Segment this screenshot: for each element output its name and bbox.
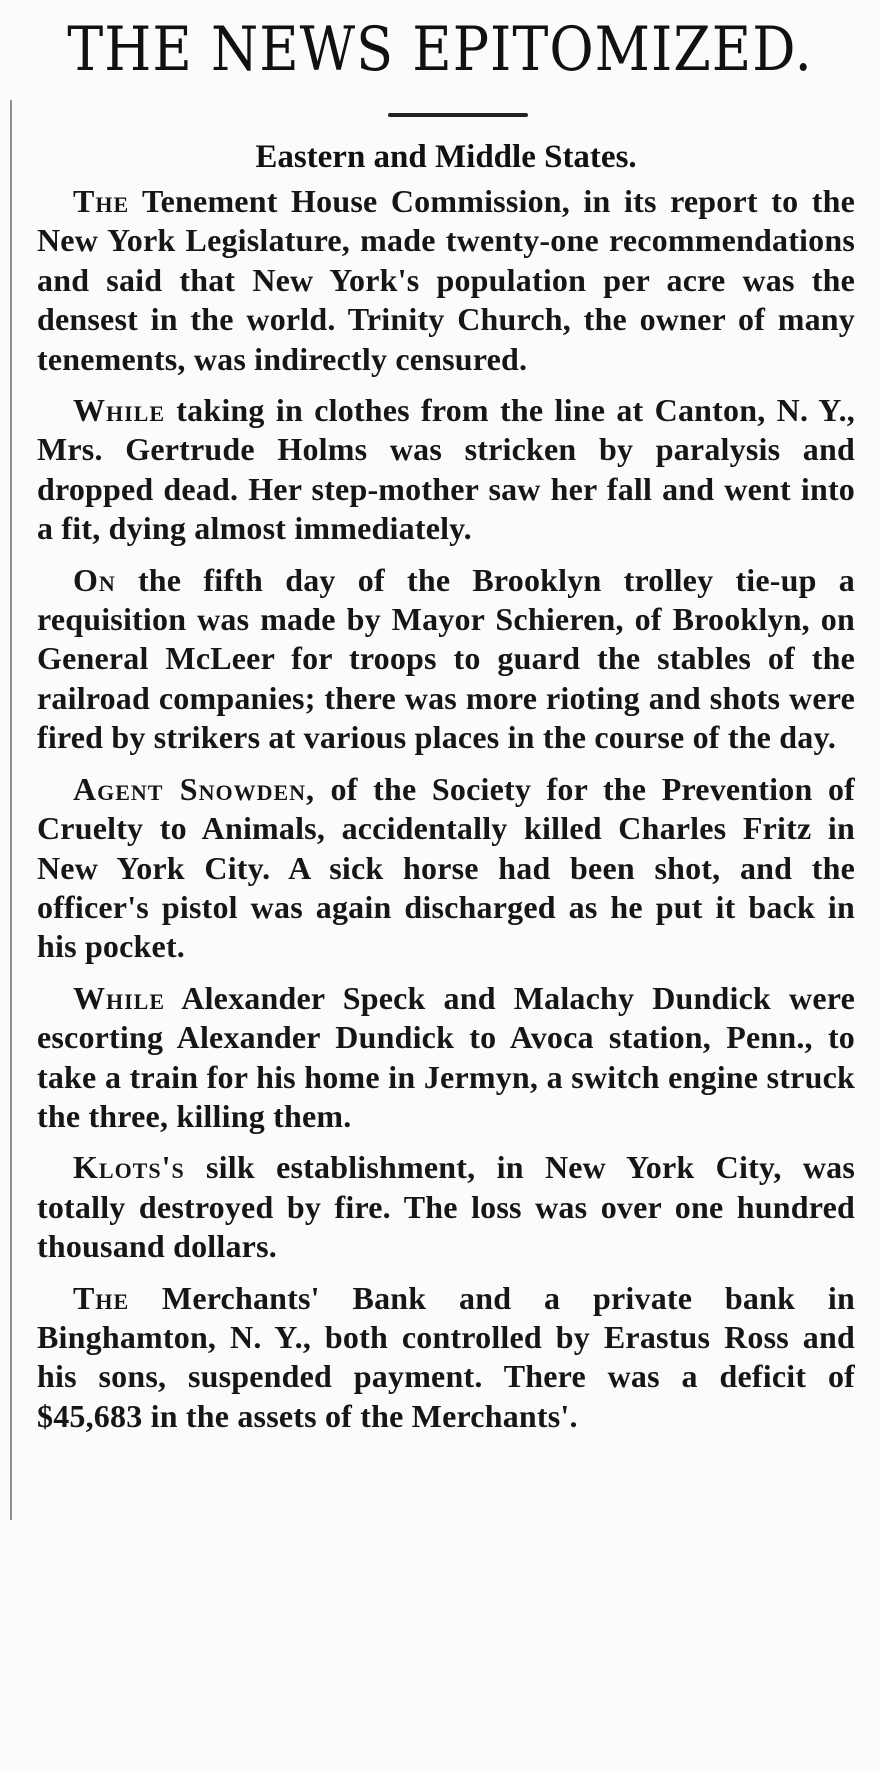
- news-item: [37, 182, 855, 379]
- item-text: Tenement House Commission, in its report to the New York Legislature, made twenty-one recommendations and said that New York's population per acre was the densest in the world. Trinity Church, the owner of many tenements, was indirectly censured.: [37, 183, 855, 377]
- item-lead: While: [73, 979, 166, 1016]
- item-lead: Klots's: [73, 1149, 185, 1186]
- news-item: [37, 1148, 855, 1266]
- item-text: Merchants' Bank and a private bank in Binghamton, N. Y., both controlled by Erastus Ross and his sons, suspended payment. There was a deficit of $45,683 in the assets of the Merchants'.: [37, 1279, 855, 1434]
- news-item: [37, 979, 855, 1137]
- item-text: of the Society for the Prevention of Cruelty to Animals, accidentally killed Charles Fritz in New York City. A sick horse had been shot, and the officer's pistol was again discharged as he put it back in his pocket.: [37, 770, 855, 965]
- news-item: [37, 561, 855, 758]
- news-item: [37, 391, 855, 549]
- news-item: [37, 1279, 855, 1437]
- section-heading: Eastern and Middle States.: [255, 139, 637, 175]
- item-lead: On: [73, 561, 116, 598]
- headline: THE NEWS EPITOMIZED.: [67, 14, 813, 85]
- item-lead: The: [73, 183, 130, 219]
- item-text: Alexander Speck and Malachy Dundick were escorting Alexander Dundick to Avoca station, Penn., to take a train for his home in Jermyn, a switch engine struck the three, killing them.: [37, 979, 855, 1134]
- item-lead: Agent Snowden,: [73, 770, 316, 807]
- news-item: [37, 770, 855, 967]
- item-lead: The: [73, 1279, 130, 1316]
- item-text: silk establishment, in New York City, was totally destroyed by fire. The loss was over one hundred thousand dollars.: [37, 1149, 855, 1265]
- item-text: the fifth day of the Brooklyn trolley tie-up a requisition was made by Mayor Schieren, of Brooklyn, on General McLeer for troops to guard the stables of the railroad companies; there was more rioting and shots were fired by strikers at various places in the course of the day.: [37, 561, 855, 756]
- item-lead: While: [73, 392, 166, 429]
- item-text: taking in clothes from the line at Canton, N. Y., Mrs. Gertrude Holms was stricken by paralysis and dropped dead. Her step-mother saw her fall and went into a fit, dying almost immediately.: [37, 392, 855, 547]
- headline-divider: [388, 113, 528, 117]
- column-rule: [10, 100, 12, 1520]
- article-column: [37, 136, 855, 1751]
